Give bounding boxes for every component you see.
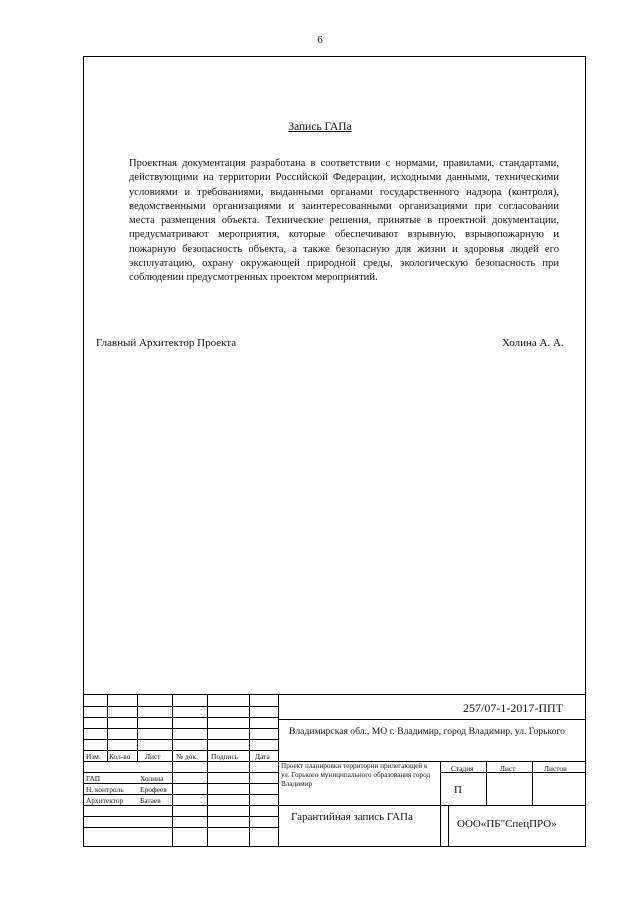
stamp-line [279,805,586,806]
signer-name: Батаев [140,796,161,805]
header-izm: Изм. [86,752,101,761]
stamp-top-border [83,694,586,695]
sheets-label: Листов [544,764,567,773]
document-name: Гарантийная запись ГАПа [291,811,413,823]
header-kol: Кол-во [109,752,131,761]
signer-role: Архитектор [86,796,124,805]
signature-name: Холина А. А. [502,337,564,349]
stamp-line [448,805,449,847]
stamp-line [172,694,173,847]
header-ndok: № док. [176,752,198,761]
stage-value: П [454,784,462,796]
signature-role: Главный Архитектор Проекта [96,337,237,349]
stamp-line [486,761,487,805]
object-address: Владимирская обл., МО г. Владимир, город Владимир, ул. Горького [289,726,565,737]
stamp-line [279,719,586,720]
stage-label: Стадия [451,764,474,773]
stamp-line [278,694,279,847]
header-podpis: Подпись [211,752,239,761]
signer-role: ГАП [86,774,101,783]
stamp-line [440,761,441,847]
title-block [83,694,586,847]
stamp-line [249,694,250,847]
body-paragraph: Проектная документация разработана в соответствии с нормами, правилами, стандартами, действующими на территории Российской Федерации, исходными данными, техническими условиями и требованиями, выданными органами государственного надзора (контроля), ведомственными организациями и заинтересованными организациями при согласовании места размещения объекта. Технические решения, принятые в проектной документации, предусматривают мероприятия, которые обеспечивают взрывную, взрывопожарную и пожарную безопасность объекта, а также безопасную для жизни и здоровья людей его эксплуатацию, охрану окружающей природной среды, экологическую безопасность при соблюдении предусмотренных проектом мероприятий. [129,158,559,284]
header-list: Лист [145,752,161,761]
stamp-line [207,694,208,847]
sheet-label: Лист [500,764,516,773]
signer-role: Н. контроль [86,785,124,794]
stamp-line [137,694,138,761]
organization-name: ООО«ПБ"СпецПРО» [457,818,557,830]
stamp-line [107,694,108,761]
stamp-line [532,761,533,805]
signer-name: Ерофеев [140,785,167,794]
signer-name: Холина [140,774,164,783]
header-data: Дата [255,752,270,761]
document-code: 257/07-1-2017-ППТ [463,701,563,715]
project-name: Проект планировки территории прилегающей к ул. Горького муниципального образования город Владимир [281,762,431,789]
document-title: Запись ГАПа [288,121,352,133]
page-number: 6 [317,34,323,46]
